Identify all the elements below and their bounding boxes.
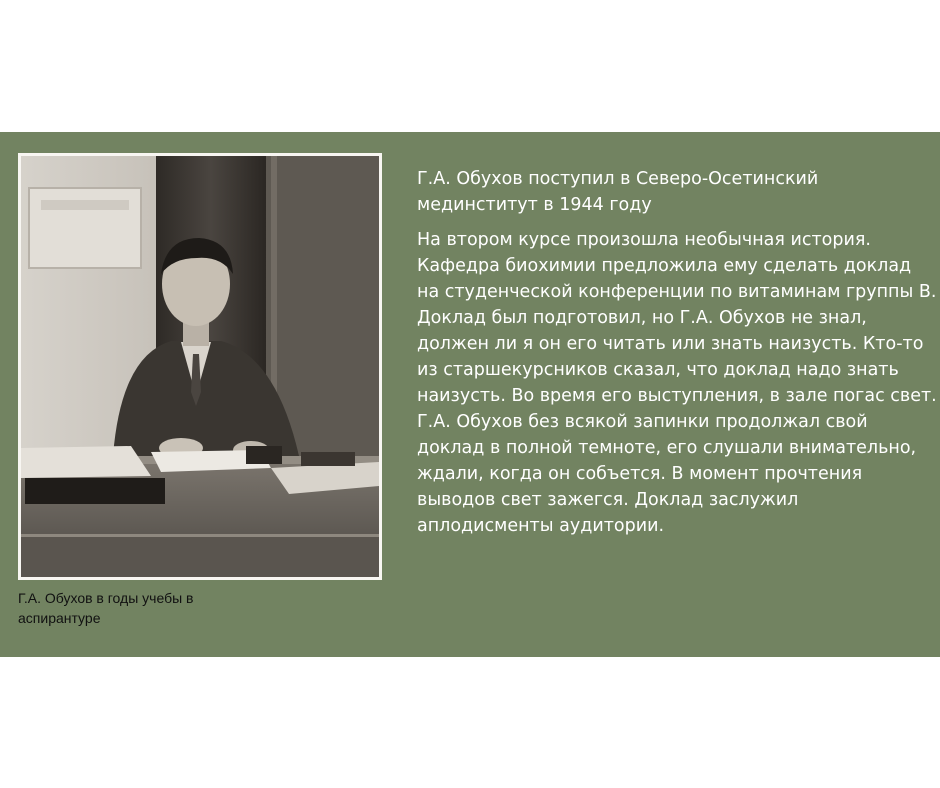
intro-paragraph: Г.А. Обухов поступил в Северо-Осетинский мединститут в 1944 году — [417, 169, 819, 215]
content-band — [0, 132, 940, 657]
portrait-photo-image — [21, 156, 379, 577]
story-text — [417, 166, 937, 548]
story-paragraph: На втором курсе произошла необычная история. Кафедра биохимии предложила ему сделать доклад на студенческой конференции по витаминам группы В. Доклад был подготовил, но Г.А. Обухов не знал, должен ли я он его читать или знать наизусть. Кто-то из старшекурсников сказал, что доклад надо знать наизусть. Во время его выступления, в зале погас свет. Г.А. Обухов без всякой запинки продолжал свой доклад в полной темноте, его слушали внимательно, ждали, когда он собъется. В момент прочтения выводов свет зажегся. Доклад заслужил аплодисменты аудитории. — [417, 230, 937, 536]
photo-caption: Г.А. Обухов в годы учебы в аспирантуре — [18, 590, 194, 626]
portrait-photo — [18, 153, 382, 580]
